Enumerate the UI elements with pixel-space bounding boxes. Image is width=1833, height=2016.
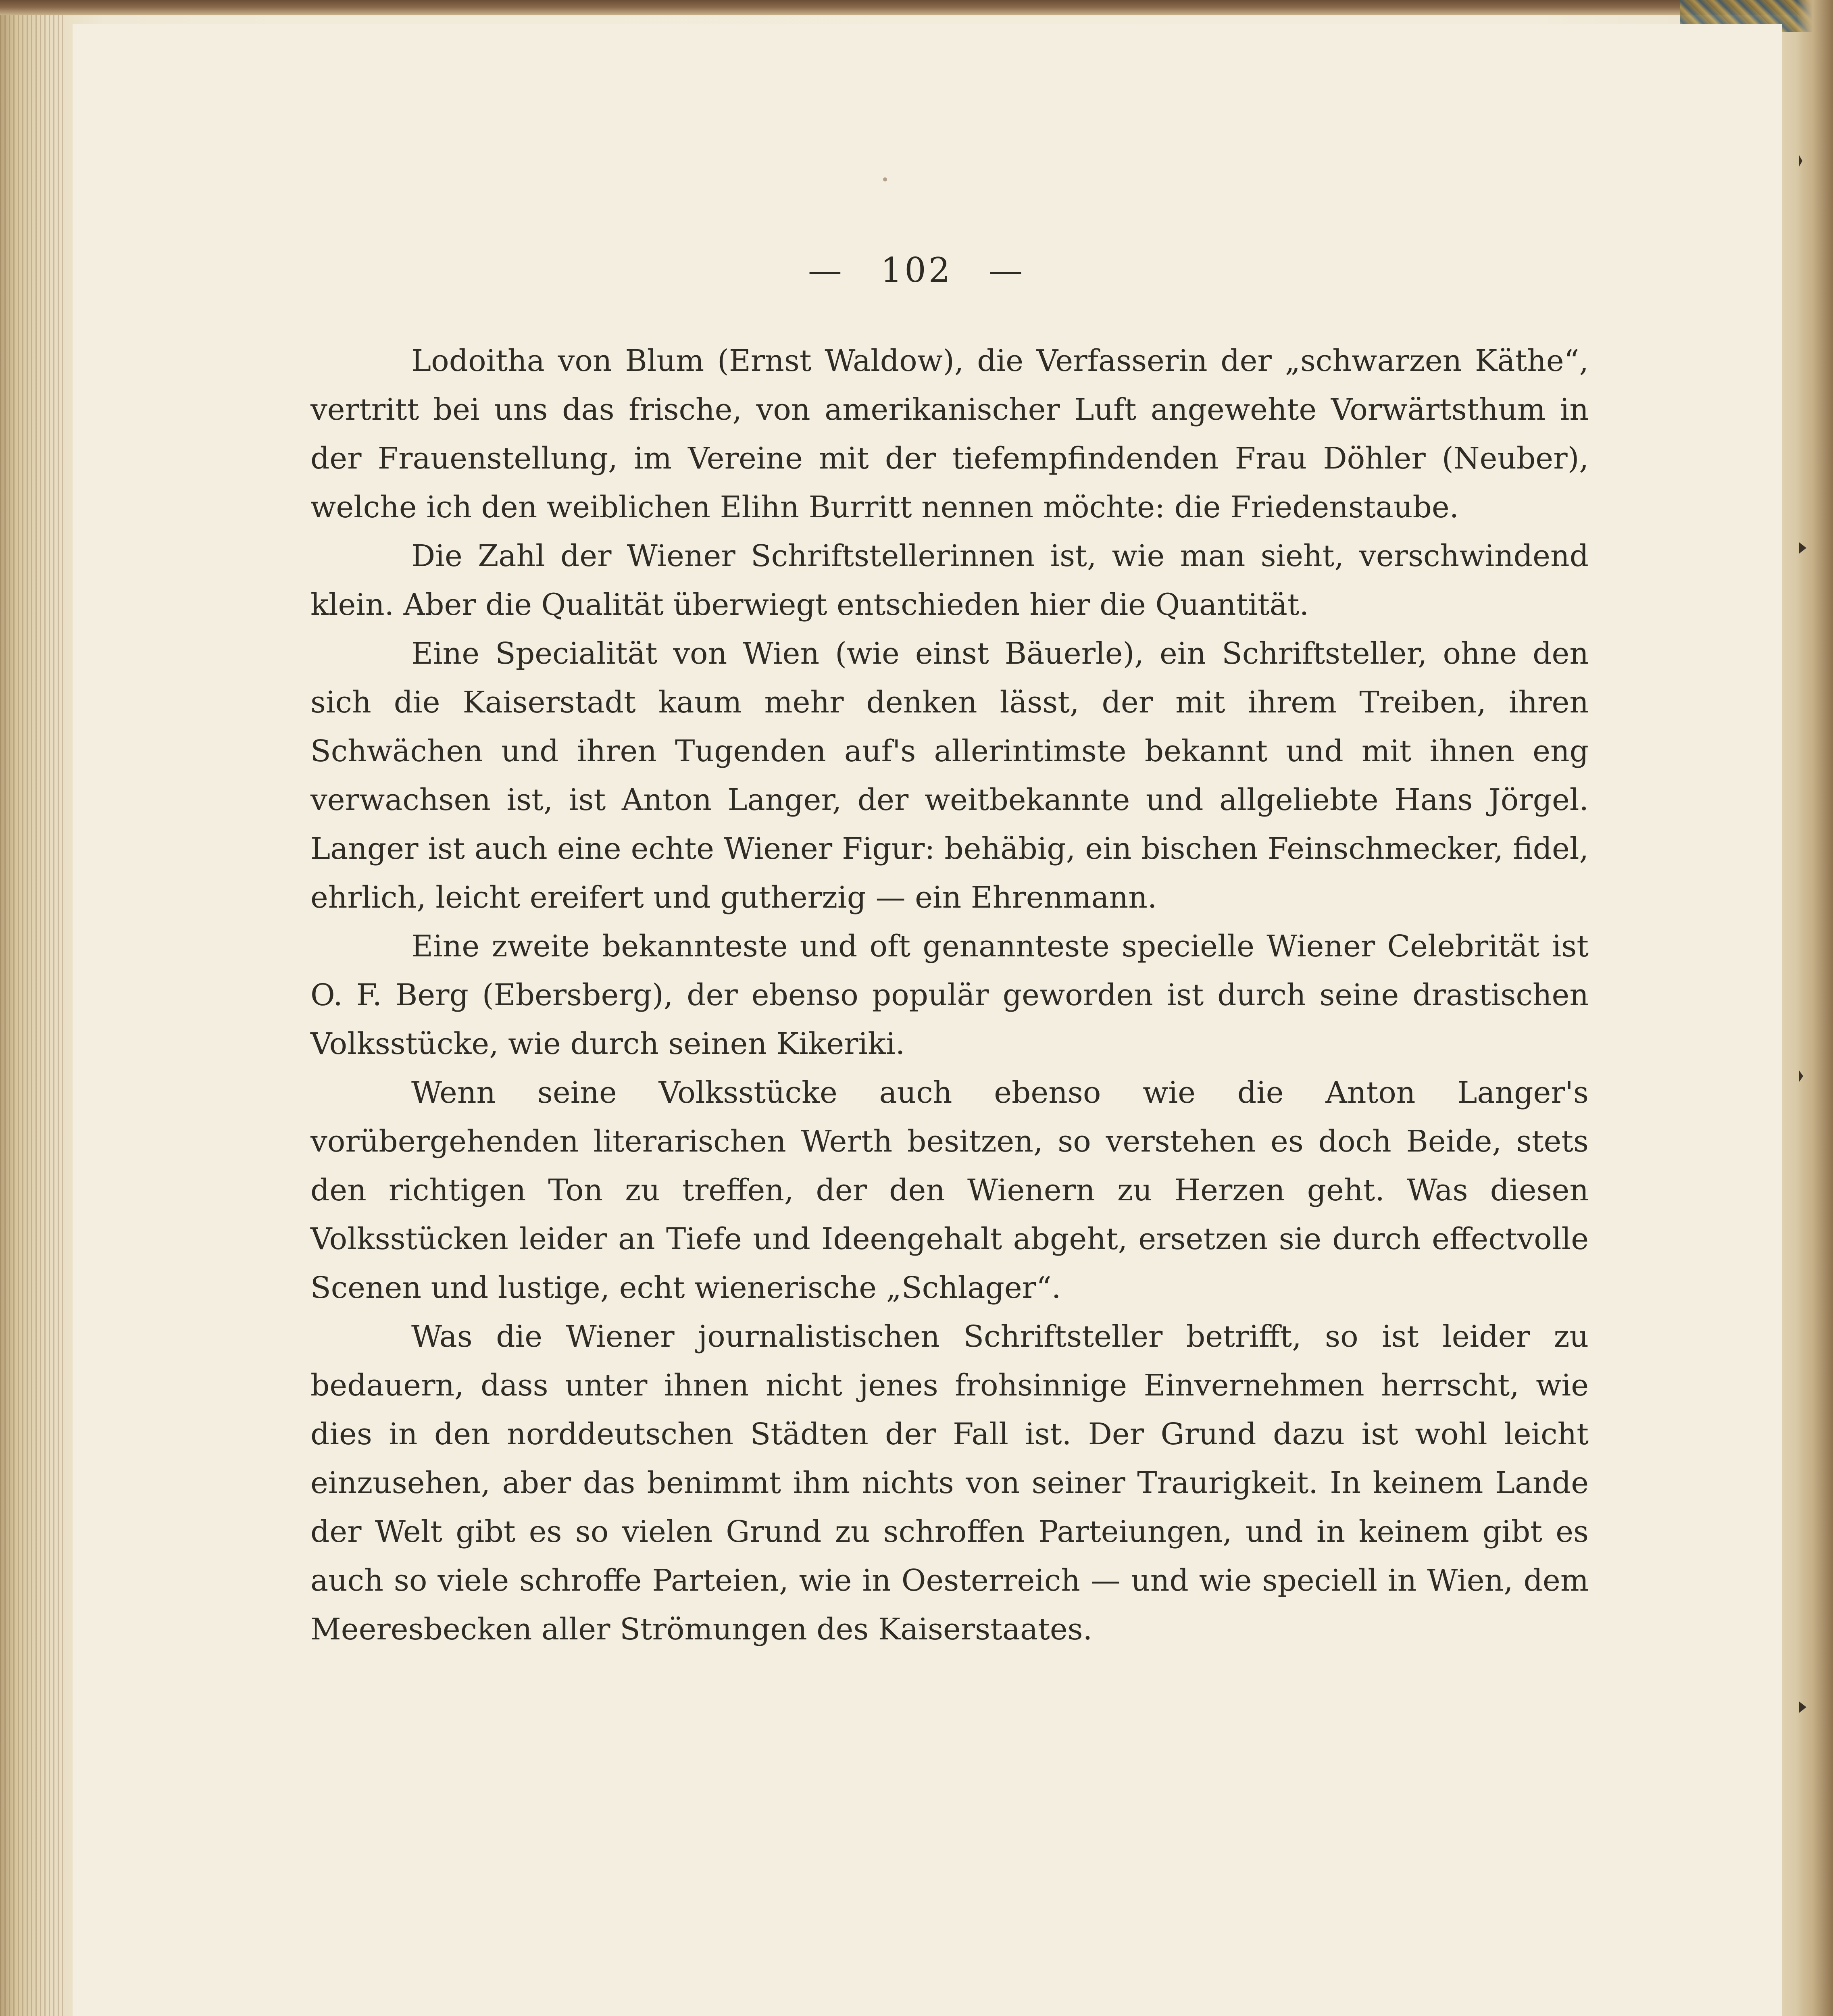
header-dash-right: — [989, 250, 1025, 290]
right-page-edge [1797, 0, 1833, 2016]
body-text [310, 337, 1589, 1654]
book-gutter [0, 0, 65, 2016]
top-binding-edge [0, 0, 1833, 15]
header-dash-left: — [808, 250, 844, 290]
margin-mark [1799, 1702, 1806, 1713]
paragraph: Was die Wiener journalistischen Schriftsteller betrifft, so ist leider zu bedauern, dass unter ihnen nicht jenes frohsinnige Einvernehmen herrscht, wie dies in den norddeutschen Städten der Fall ist. Der Grund dazu ist wohl leicht einzusehen, aber das benimmt ihm nichts von seiner Traurigkeit. In keinem Lande der Welt gibt es so vielen Grund zu schroffen Parteiungen, und in keinem gibt es auch so viele schroffe Parteien, wie in Oesterreich — und wie speciell in Wien, dem Meeresbecken aller Strömungen des Kaiserstaates. [310, 1319, 1589, 1647]
ink-speck [883, 177, 887, 181]
margin-mark [1799, 1070, 1803, 1082]
paragraph: Eine Specialität von Wien (wie einst Bäuerle), ein Schriftsteller, ohne den sich die Kaiserstadt kaum mehr denken lässt, der mit ihrem Treiben, ihren Schwächen und ihren Tugenden auf's allerintimste bekannt und mit ihnen eng verwachsen ist, ist Anton Langer, der weitbekannte und allgeliebte Hans Jörgel. Langer ist auch eine echte Wiener Figur: behäbig, ein bischen Feinschmecker, fidel, ehrlich, leicht ereifert und gutherzig — ein Ehrenmann. [310, 636, 1589, 915]
paragraph: Die Zahl der Wiener Schriftstellerinnen ist, wie man sieht, verschwindend klein. Aber die Qualität überwiegt entschieden hier die Quantität. [310, 539, 1589, 622]
paragraph: Lodoitha von Blum (Ernst Waldow), die Verfasserin der „schwarzen Käthe“, vertritt bei uns das frische, von amerikanischer Luft angewehte Vorwärtsthum in der Frauenstellung, im Vereine mit der tiefempfindenden Frau Döhler (Neuber), welche ich den weiblichen Elihn Burritt nennen möchte: die Friedenstaube. [310, 344, 1589, 525]
paragraph: Wenn seine Volksstücke auch ebenso wie die Anton Langer's vorübergehenden literarischen Werth besitzen, so verstehen es doch Beide, stets den richtigen Ton zu treffen, der den Wienern zu Herzen geht. Was diesen Volksstücken leider an Tiefe und Ideengehalt abgeht, ersetzen sie durch effectvolle Scenen und lustige, echt wienerische „Schlager“. [310, 1075, 1589, 1305]
page-number: 102 [880, 250, 953, 290]
margin-mark [1799, 542, 1806, 554]
paragraph: Eine zweite bekannteste und oft genannteste specielle Wiener Celebrität ist O. F. Berg (Ebersberg), der ebenso populär geworden ist durch seine drastischen Volksstücke, wie durch seinen Kikeriki. [310, 929, 1589, 1061]
margin-mark [1799, 155, 1802, 167]
page-header [0, 246, 1833, 294]
